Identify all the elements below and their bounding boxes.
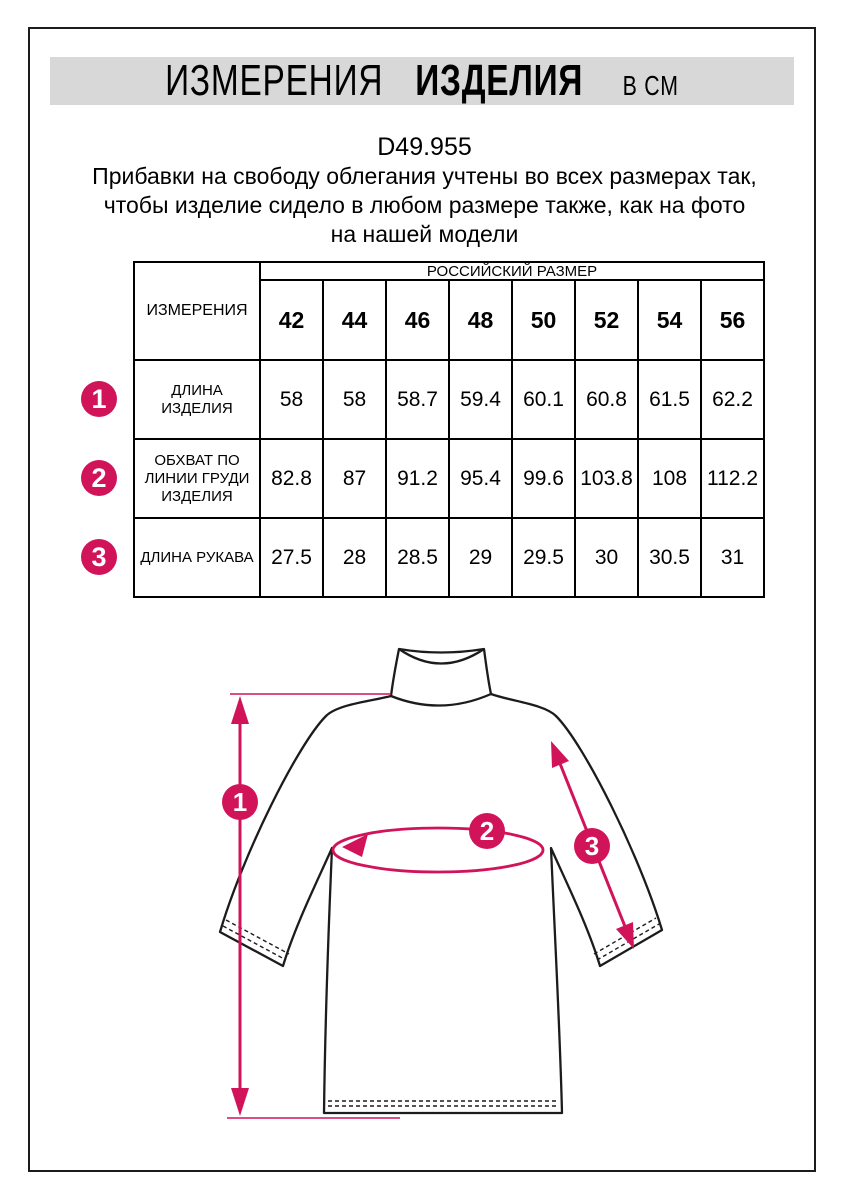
row-label: ДЛИНА РУКАВА bbox=[134, 518, 260, 597]
cell-value: 95.4 bbox=[449, 439, 512, 518]
svg-text:3: 3 bbox=[584, 831, 600, 861]
row-marker-2: 2 bbox=[81, 460, 117, 496]
row-label: ОБХВАТ ПО ЛИНИИ ГРУДИ ИЗДЕЛИЯ bbox=[134, 439, 260, 518]
cell-value: 58 bbox=[260, 360, 323, 439]
product-code: D49.955 bbox=[377, 133, 472, 161]
cell-value: 62.2 bbox=[701, 360, 764, 439]
cell-value: 59.4 bbox=[449, 360, 512, 439]
cell-value: 99.6 bbox=[512, 439, 575, 518]
cell-value: 108 bbox=[638, 439, 701, 518]
cell-value: 91.2 bbox=[386, 439, 449, 518]
cell-value: 27.5 bbox=[260, 518, 323, 597]
diagram-marker-length bbox=[222, 784, 258, 820]
cell-value: 28.5 bbox=[386, 518, 449, 597]
svg-text:1: 1 bbox=[232, 787, 248, 817]
title-measurements: ИЗМЕРЕНИЯ bbox=[165, 56, 384, 105]
cell-value: 28 bbox=[323, 518, 386, 597]
size-header: 42 bbox=[260, 280, 323, 360]
cell-value: 30 bbox=[575, 518, 638, 597]
measure-column-header: ИЗМЕРЕНИЯ bbox=[134, 262, 260, 360]
cell-value: 30.5 bbox=[638, 518, 701, 597]
cell-value: 58 bbox=[323, 360, 386, 439]
size-header: 56 bbox=[701, 280, 764, 360]
description-line: на нашей модели bbox=[330, 221, 519, 247]
svg-text:2: 2 bbox=[479, 816, 495, 846]
length-arrowhead-top bbox=[231, 696, 249, 724]
cell-value: 60.1 bbox=[512, 360, 575, 439]
garment-outline bbox=[220, 694, 662, 1113]
cell-value: 60.8 bbox=[575, 360, 638, 439]
size-header: 54 bbox=[638, 280, 701, 360]
size-header: 44 bbox=[323, 280, 386, 360]
cell-value: 58.7 bbox=[386, 360, 449, 439]
size-group-header: РОССИЙСКИЙ РАЗМЕР bbox=[260, 262, 764, 280]
cell-value: 29.5 bbox=[512, 518, 575, 597]
row-marker-1: 1 bbox=[81, 381, 117, 417]
size-header: 48 bbox=[449, 280, 512, 360]
row-marker-3: 3 bbox=[81, 539, 117, 575]
size-header: 52 bbox=[575, 280, 638, 360]
size-header: 50 bbox=[512, 280, 575, 360]
row-label: ДЛИНА ИЗДЕЛИЯ bbox=[134, 360, 260, 439]
cell-value: 31 bbox=[701, 518, 764, 597]
cell-value: 61.5 bbox=[638, 360, 701, 439]
collar-outline bbox=[391, 649, 491, 706]
cell-value: 87 bbox=[323, 439, 386, 518]
description-line: Прибавки на свободу облегания учтены во всех размерах так, bbox=[92, 163, 757, 189]
length-arrowhead-bottom bbox=[231, 1088, 249, 1116]
diagram-marker-chest bbox=[469, 813, 505, 849]
cell-value: 29 bbox=[449, 518, 512, 597]
cell-value: 82.8 bbox=[260, 439, 323, 518]
title-unit: В СМ bbox=[622, 70, 679, 101]
size-header: 46 bbox=[386, 280, 449, 360]
title-product: ИЗДЕЛИЯ bbox=[415, 56, 584, 105]
cell-value: 112.2 bbox=[701, 439, 764, 518]
cell-value: 103.8 bbox=[575, 439, 638, 518]
diagram-marker-sleeve bbox=[574, 828, 610, 864]
description-line: чтобы изделие сидело в любом размере также, как на фото bbox=[103, 192, 746, 218]
